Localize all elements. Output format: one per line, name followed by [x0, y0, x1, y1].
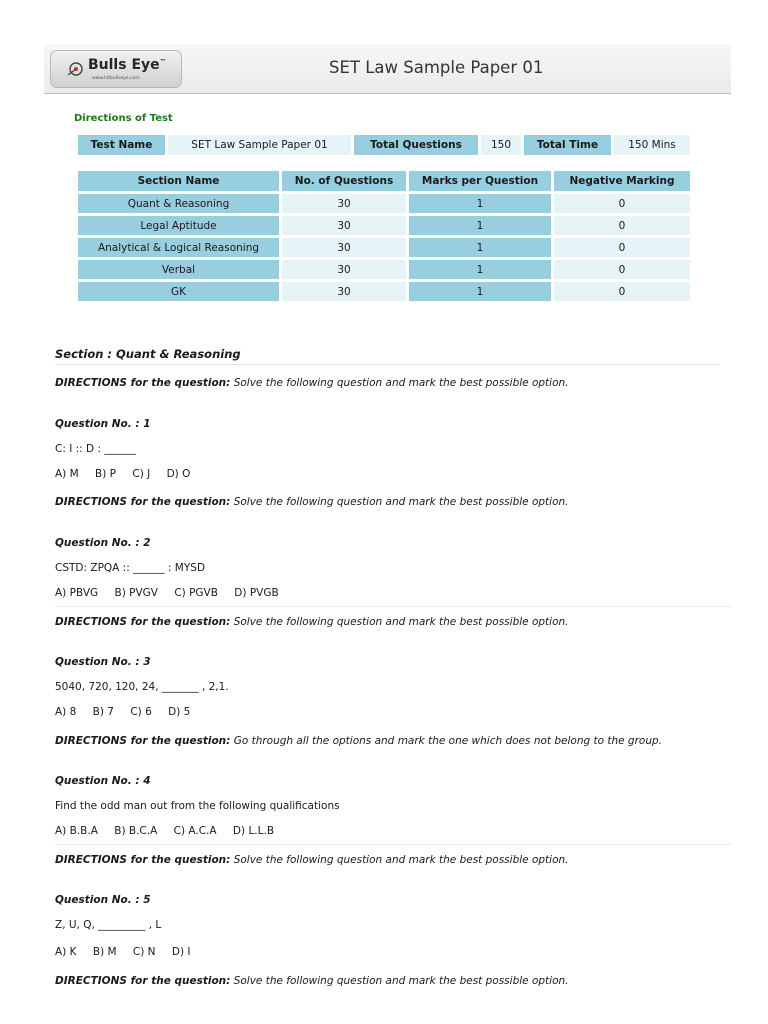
directions-of-test-heading: Directions of Test: [74, 113, 173, 124]
question-options: [55, 946, 204, 958]
total-questions-value: 150: [481, 135, 521, 155]
sections-table: [75, 168, 693, 304]
option-b[interactable]: B) M: [92, 946, 117, 958]
option-b[interactable]: B) B.C.A: [114, 825, 158, 837]
question-directions: [55, 616, 569, 628]
question-number: Question No. : 1: [55, 418, 151, 430]
table-row: [78, 282, 690, 301]
directions-label: DIRECTIONS for the question:: [55, 377, 231, 389]
document-title: SET Law Sample Paper 01: [329, 58, 544, 77]
option-d[interactable]: D) I: [171, 946, 191, 958]
option-c[interactable]: C) PGVB: [174, 587, 218, 599]
test-name-label: Test Name: [78, 135, 165, 155]
directions-label: DIRECTIONS for the question:: [55, 975, 231, 987]
table-row: [78, 260, 690, 279]
questions-cell: 30: [282, 216, 406, 235]
section-name-cell: Analytical & Logical Reasoning: [78, 238, 279, 257]
directions-text: Solve the following question and mark the best possible option.: [233, 496, 569, 508]
questions-cell: 30: [282, 238, 406, 257]
option-c[interactable]: C) N: [132, 946, 156, 958]
question-number: Question No. : 3: [55, 656, 151, 668]
questions-cell: 30: [282, 282, 406, 301]
directions-text: Solve the following question and mark the best possible option.: [233, 854, 569, 866]
directions-text: Solve the following question and mark the best possible option.: [233, 616, 569, 628]
question-text: C: I :: D : ______: [55, 443, 136, 455]
page-header: [44, 44, 731, 94]
question-directions: [55, 854, 569, 866]
section-divider: [55, 364, 720, 365]
test-info-table: [75, 132, 693, 158]
question-options: [55, 825, 287, 837]
question-divider: [55, 844, 731, 845]
total-time-label: Total Time: [524, 135, 611, 155]
question-options: [55, 468, 203, 480]
marks-cell: 1: [409, 194, 551, 213]
sections-table-header: [78, 171, 690, 191]
option-d[interactable]: D) L.L.B: [232, 825, 275, 837]
directions-text: Go through all the options and mark the one which does not belong to the group.: [233, 735, 662, 747]
option-a[interactable]: A) 8: [55, 706, 77, 718]
directions-text: Solve the following question and mark the best possible option.: [233, 377, 569, 389]
column-header: Section Name: [78, 171, 279, 191]
marks-cell: 1: [409, 238, 551, 257]
table-row: [78, 194, 690, 213]
section-name-cell: Legal Aptitude: [78, 216, 279, 235]
test-name-value: SET Law Sample Paper 01: [168, 135, 351, 155]
option-d[interactable]: D) PVGB: [234, 587, 279, 599]
question-directions: [55, 496, 569, 508]
option-b[interactable]: B) 7: [92, 706, 114, 718]
column-header: Marks per Question: [409, 171, 551, 191]
question-number: Question No. : 2: [55, 537, 151, 549]
negative-cell: 0: [554, 216, 690, 235]
section-name-cell: Verbal: [78, 260, 279, 279]
option-c[interactable]: C) J: [132, 468, 151, 480]
option-d[interactable]: D) O: [166, 468, 191, 480]
directions-label: DIRECTIONS for the question:: [55, 616, 231, 628]
bulls-eye-logo: [50, 50, 182, 88]
question-number: Question No. : 4: [55, 775, 151, 787]
option-c[interactable]: C) A.C.A: [173, 825, 217, 837]
question-options: [55, 706, 203, 718]
question-number: Question No. : 5: [55, 894, 151, 906]
option-a[interactable]: A) PBVG: [55, 587, 99, 599]
directions-label: DIRECTIONS for the question:: [55, 854, 231, 866]
option-c[interactable]: C) 6: [130, 706, 152, 718]
question-text: Find the odd man out from the following qualifications: [55, 800, 340, 812]
column-header: No. of Questions: [282, 171, 406, 191]
marks-cell: 1: [409, 216, 551, 235]
option-b[interactable]: B) PVGV: [114, 587, 158, 599]
logo-url: www.hitbullseye.com: [92, 76, 140, 81]
question-directions: [55, 975, 569, 987]
questions-cell: 30: [282, 260, 406, 279]
negative-cell: 0: [554, 282, 690, 301]
marks-cell: 1: [409, 282, 551, 301]
question-text: 5040, 720, 120, 24, _______ , 2,1.: [55, 681, 229, 693]
logo-text: Bulls Eye™: [88, 57, 166, 73]
question-text: Z, U, Q, _________ , L: [55, 919, 162, 931]
directions-text: Solve the following question and mark the best possible option.: [233, 975, 569, 987]
section-name-cell: GK: [78, 282, 279, 301]
question-divider: [55, 606, 731, 607]
questions-cell: 30: [282, 194, 406, 213]
option-d[interactable]: D) 5: [168, 706, 191, 718]
question-text: CSTD: ZPQA :: ______ : MYSD: [55, 562, 206, 574]
negative-cell: 0: [554, 194, 690, 213]
directions-label: DIRECTIONS for the question:: [55, 496, 231, 508]
total-time-value: 150 Mins: [614, 135, 690, 155]
total-questions-label: Total Questions: [354, 135, 478, 155]
table-row: [78, 238, 690, 257]
option-a[interactable]: A) M: [55, 468, 79, 480]
question-directions: [55, 377, 569, 389]
option-b[interactable]: B) P: [95, 468, 117, 480]
target-arrow-icon: [66, 59, 86, 77]
section-name-cell: Quant & Reasoning: [78, 194, 279, 213]
question-options: [55, 587, 292, 599]
question-directions: [55, 735, 662, 747]
section-title: Section : Quant & Reasoning: [55, 347, 241, 361]
directions-label: DIRECTIONS for the question:: [55, 735, 231, 747]
column-header: Negative Marking: [554, 171, 690, 191]
negative-cell: 0: [554, 238, 690, 257]
table-row: [78, 216, 690, 235]
negative-cell: 0: [554, 260, 690, 279]
option-a[interactable]: A) K: [55, 946, 77, 958]
marks-cell: 1: [409, 260, 551, 279]
option-a[interactable]: A) B.B.A: [55, 825, 98, 837]
